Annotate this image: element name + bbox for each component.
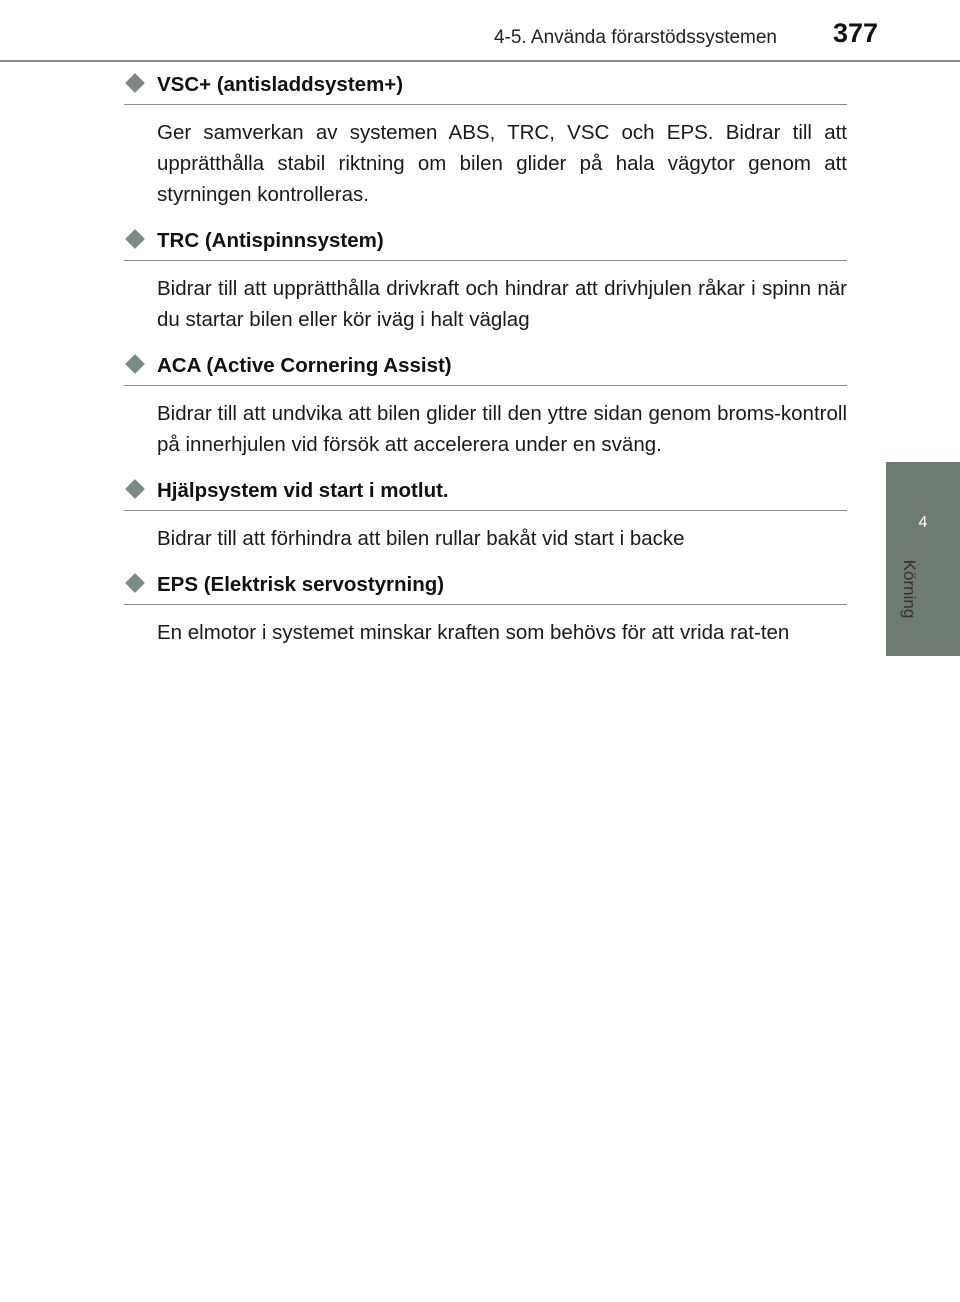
section-vsc — [124, 68, 847, 210]
page-content — [124, 68, 847, 662]
section-title: Hjälpsystem vid start i motlut. — [157, 479, 449, 502]
section-heading — [124, 224, 847, 261]
diamond-bullet-icon — [125, 573, 145, 593]
section-trc — [124, 224, 847, 335]
section-title: TRC (Antispinnsystem) — [157, 229, 384, 252]
header-divider — [0, 60, 960, 62]
section-aca — [124, 349, 847, 460]
diamond-bullet-icon — [125, 229, 145, 249]
chapter-label: Körning — [900, 559, 919, 619]
section-body: Ger samverkan av systemen ABS, TRC, VSC och EPS. Bidrar till att upprätthålla stabil riktning om bilen glider på hala vägytor genom att styrningen kontrolleras. — [157, 121, 847, 206]
section-hill-start — [124, 474, 847, 554]
section-body: En elmotor i systemet minskar kraften som behövs för att vrida rat-ten — [157, 621, 790, 644]
section-title: VSC+ (antisladdsystem+) — [157, 73, 404, 96]
section-heading — [124, 349, 847, 386]
section-eps — [124, 568, 847, 648]
diamond-bullet-icon — [125, 479, 145, 499]
section-body: Bidrar till att förhindra att bilen rullar bakåt vid start i backe — [157, 527, 685, 550]
section-title: ACA (Active Cornering Assist) — [157, 354, 452, 377]
section-title: EPS (Elektrisk servostyrning) — [157, 573, 445, 596]
diamond-bullet-icon — [125, 73, 145, 93]
section-heading — [124, 68, 847, 105]
chapter-title: 4-5. Använda förarstödssystemen — [493, 27, 777, 48]
section-body: Bidrar till att upprätthålla drivkraft och hindrar att drivhjulen råkar i spinn när du startar bilen eller kör iväg i halt väglag — [157, 277, 847, 331]
diamond-bullet-icon — [125, 354, 145, 374]
section-heading — [124, 568, 847, 605]
section-heading — [124, 474, 847, 511]
page-header — [0, 0, 960, 62]
section-body: Bidrar till att undvika att bilen glider till den yttre sidan genom broms-kontroll på innerhjulen vid försök att accelerera under en sväng. — [157, 402, 847, 456]
chapter-number: 4 — [918, 514, 928, 531]
page-number: 377 — [832, 18, 878, 48]
